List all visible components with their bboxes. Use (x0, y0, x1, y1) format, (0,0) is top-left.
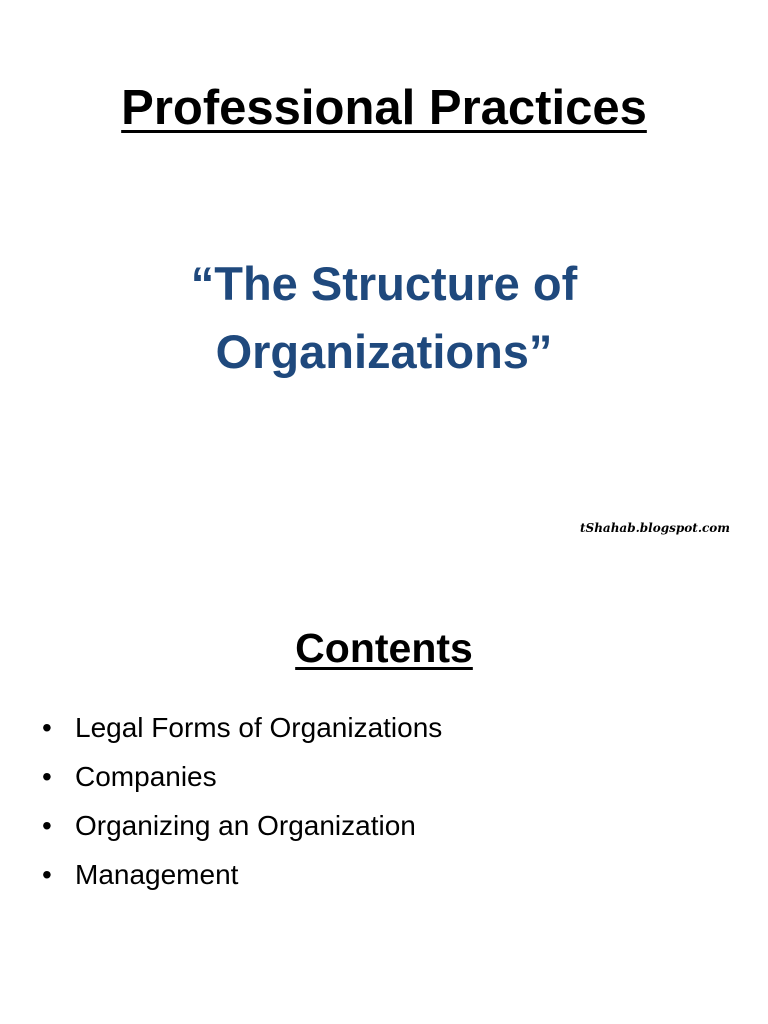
subtitle-line-1: “The Structure of (190, 257, 578, 310)
bullet-icon: • (42, 761, 52, 792)
list-item-text: Legal Forms of Organizations (75, 712, 443, 743)
list-item-text: Organizing an Organization (75, 810, 416, 841)
watermark-text: tShahab.blogspot.com (580, 521, 730, 535)
contents-list (42, 712, 442, 908)
bullet-icon: • (42, 810, 52, 841)
contents-heading (0, 620, 768, 676)
list-item (42, 712, 442, 761)
page-title (0, 78, 768, 138)
list-item-text: Companies (75, 761, 217, 792)
bullet-icon: • (42, 859, 52, 890)
list-item (42, 859, 442, 908)
list-item (42, 810, 442, 859)
subtitle (0, 250, 768, 386)
page-title-text: Professional Practices (121, 81, 647, 135)
contents-slide (0, 576, 768, 1024)
bullet-icon: • (42, 712, 52, 743)
contents-heading-text: Contents (295, 625, 473, 671)
subtitle-line-2: Organizations” (215, 325, 553, 378)
list-item-text: Management (75, 859, 239, 890)
list-item (42, 761, 442, 810)
